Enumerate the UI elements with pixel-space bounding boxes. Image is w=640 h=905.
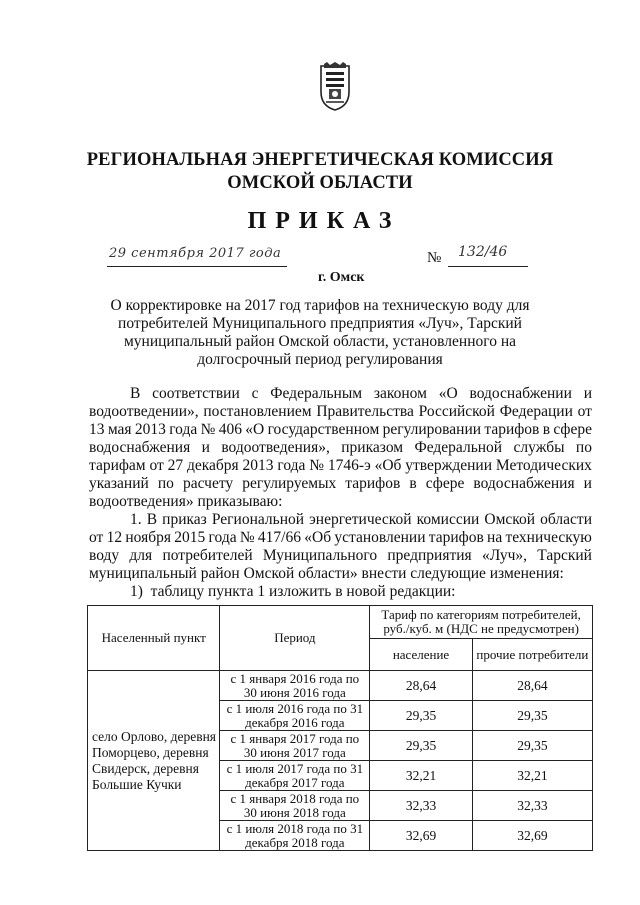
word: от <box>149 457 164 474</box>
org-name-line1: РЕГИОНАЛЬНАЯ ЭНЕРГЕТИЧЕСКАЯ КОМИССИЯ <box>86 150 554 170</box>
header-period: Период <box>220 606 370 671</box>
word: мая <box>107 421 132 438</box>
word: службы <box>513 439 565 456</box>
word: с <box>251 385 259 402</box>
word: водоотведения», <box>221 439 330 456</box>
preamble-line <box>89 385 592 403</box>
word: № <box>309 457 325 474</box>
word: приказ <box>162 511 207 528</box>
word: по <box>157 475 174 492</box>
word: 417/66 <box>257 529 301 546</box>
population-tariff-cell: 29,35 <box>370 731 472 761</box>
word: тарифам <box>89 457 146 474</box>
preamble-line <box>89 475 592 493</box>
item1-line <box>89 529 592 547</box>
word: «Об <box>374 457 402 474</box>
org-name-line2: ОМСКОЙ ОБЛАСТИ <box>227 173 413 193</box>
word: 27 <box>167 457 184 474</box>
word: тарифов <box>484 421 540 438</box>
word: № <box>239 529 255 546</box>
word: года <box>208 529 237 546</box>
word: 1746-э <box>327 457 371 474</box>
word: декабря <box>186 457 239 474</box>
header-tariff: Тариф по категориям потребителей, руб./куб. м (НДС не предусмотрен) <box>370 606 593 639</box>
preamble-line <box>89 439 592 457</box>
number-label: № <box>427 250 442 266</box>
word: 12 <box>106 529 123 546</box>
item1-line <box>89 511 592 529</box>
other-tariff-cell: 28,64 <box>472 671 592 701</box>
word: 13 <box>89 421 105 438</box>
document-subject <box>0 297 640 369</box>
document-body <box>89 385 592 601</box>
word: «Луч», <box>481 547 527 564</box>
word: утверждении <box>405 457 493 474</box>
other-tariff-cell: 32,69 <box>472 821 592 851</box>
word: тарифов <box>428 529 484 546</box>
subject-line: муниципальный район Омской области, установленного на <box>123 333 517 350</box>
period-cell: с 1 января 2017 года по 30 июня 2017 года <box>220 731 370 761</box>
word: от <box>89 529 104 546</box>
word: энергетической <box>309 511 412 528</box>
period-cell: с 1 июля 2018 года по 31 декабря 2018 года <box>220 821 370 851</box>
word: ноября <box>125 529 172 546</box>
locality-cell: село Орлово, деревня Поморцево, деревня Свидерск, деревня Большие Кучки <box>88 671 220 851</box>
word: регулировании <box>382 421 482 438</box>
word: Методических <box>495 457 592 474</box>
other-tariff-cell: 29,35 <box>472 701 592 731</box>
word: Муниципального <box>262 547 378 564</box>
header-locality: Населенный пункт <box>88 606 220 671</box>
period-cell: с 1 января 2018 года по 30 июня 2018 года <box>220 791 370 821</box>
word: Федерации <box>499 403 573 420</box>
word: и <box>583 385 592 402</box>
preamble-line <box>89 421 592 439</box>
word: «Об <box>304 529 332 546</box>
item1-line <box>89 565 592 583</box>
word: 406 <box>218 421 242 438</box>
subject-line: О корректировке на 2017 год тарифов на техническую воду для <box>110 297 530 314</box>
other-tariff-cell: 32,33 <box>472 791 592 821</box>
population-tariff-cell: 32,33 <box>370 791 472 821</box>
word: водоотведения» приказываю: <box>89 493 283 510</box>
table-header-row <box>88 606 593 639</box>
word: расчету <box>182 475 234 492</box>
word: Омской <box>484 511 536 528</box>
subitem1-line: 1) таблицу пункта 1 изложить в новой редакции: <box>130 583 456 600</box>
item1-line <box>89 547 592 565</box>
word: Региональной <box>211 511 305 528</box>
word: указаний <box>89 475 149 492</box>
population-tariff-cell: 32,21 <box>370 761 472 791</box>
omsk-coat-of-arms-icon <box>318 62 352 112</box>
period-cell: с 1 июля 2017 года по 31 декабря 2017 года <box>220 761 370 791</box>
doc-type-title: ПРИКАЗ <box>247 208 401 234</box>
word: приказом <box>341 439 404 456</box>
other-tariff-cell: 29,35 <box>472 731 592 761</box>
preamble-line <box>89 493 592 511</box>
word: в <box>409 475 417 492</box>
word: государственном <box>267 421 380 438</box>
table-row <box>88 671 593 701</box>
city-label: г. Омск <box>318 270 365 285</box>
word: соответствии <box>152 385 240 402</box>
word: по <box>575 439 592 456</box>
word: Федеральным <box>270 385 363 402</box>
word: «О <box>438 385 458 402</box>
word: 2013 <box>242 457 274 474</box>
preamble-line <box>89 403 592 421</box>
word: 2015 <box>174 529 206 546</box>
population-tariff-cell: 29,35 <box>370 701 472 731</box>
preamble-line <box>89 457 592 475</box>
header-other: прочие потребители <box>472 639 592 671</box>
word: водоснабжении <box>469 385 572 402</box>
word: установлении <box>334 529 426 546</box>
word: 1. <box>130 511 142 528</box>
word: потребителей <box>162 547 253 564</box>
word: и <box>583 475 592 492</box>
word: Российской <box>418 403 495 420</box>
word: и <box>201 439 210 456</box>
word: комиссии <box>416 511 480 528</box>
handwritten-date: 29 сентября 2017 года <box>109 246 282 261</box>
word: Тарский <box>537 547 592 564</box>
word: на <box>487 529 503 546</box>
subject-line: долгосрочный период регулирования <box>197 351 443 368</box>
word: области <box>540 511 592 528</box>
header-population: население <box>370 639 472 671</box>
word: в <box>542 421 551 438</box>
word: 2013 <box>134 421 166 438</box>
word: В <box>130 385 141 402</box>
word: водоснабжения <box>473 475 575 492</box>
word: тарифов <box>345 475 401 492</box>
tariff-table <box>87 605 593 851</box>
period-cell: с 1 января 2016 года по 30 июня 2016 года <box>220 671 370 701</box>
word: от <box>577 403 592 420</box>
subject-line: потребителей Муниципального предприятия «Луч», Тарский <box>118 315 522 332</box>
word: регулируемых <box>242 475 337 492</box>
word: муниципальный район Омской области» внести следующие изменения: <box>89 565 564 582</box>
word: сфере <box>425 475 465 492</box>
word: предприятия <box>387 547 472 564</box>
population-tariff-cell: 32,69 <box>370 821 472 851</box>
word: техническую <box>505 529 592 546</box>
word: «О <box>245 421 265 438</box>
word: № <box>200 421 216 438</box>
handwritten-number: 132/46 <box>458 244 508 260</box>
word: законом <box>373 385 427 402</box>
population-tariff-cell: 28,64 <box>370 671 472 701</box>
word: года <box>169 421 198 438</box>
word: постановлением <box>203 403 312 420</box>
word: для <box>129 547 153 564</box>
other-tariff-cell: 32,21 <box>472 761 592 791</box>
word: водоснабжения <box>89 439 191 456</box>
word: воду <box>89 547 120 564</box>
word: водоотведении», <box>89 403 199 420</box>
word: сфере <box>553 421 592 438</box>
period-cell: с 1 июля 2016 года по 31 декабря 2016 года <box>220 701 370 731</box>
word: В <box>146 511 158 528</box>
word: Правительства <box>316 403 414 420</box>
word: года <box>277 457 306 474</box>
word: Федеральной <box>414 439 503 456</box>
